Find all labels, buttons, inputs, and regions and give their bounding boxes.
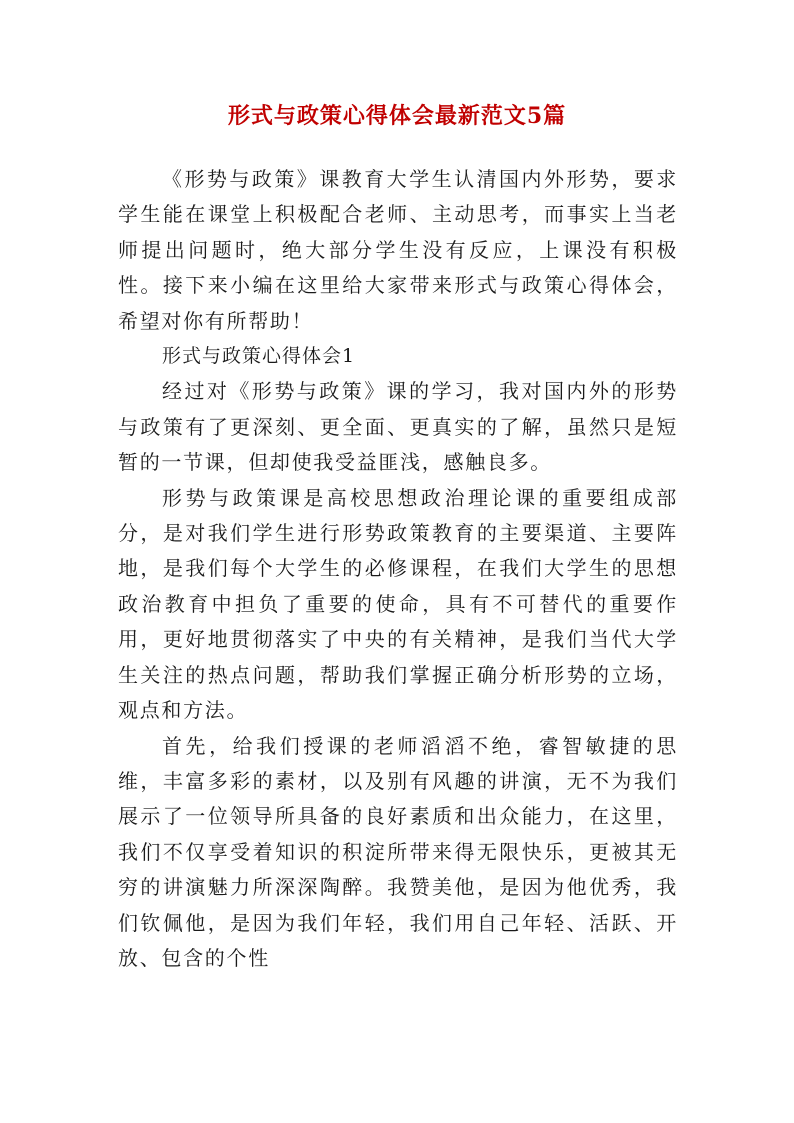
intro-paragraph: 《形势与政策》课教育大学生认清国内外形势，要求学生能在课堂上积极配合老师、主动思考，而事实上当老师提出问题时，绝大部分学生没有反应，上课没有积极性。接下来小编在这里给大家带来形式与政策心得体会，希望对你有所帮助！ <box>118 167 678 333</box>
section-heading: 形式与政策心得体会1 <box>162 345 356 368</box>
body-paragraph-2: 形势与政策课是高校思想政治理论课的重要组成部分，是对我们学生进行形势政策教育的主要渠道、主要阵地，是我们每个大学生的必修课程，在我们大学生的思想政治教育中担负了重要的使命，具有不可替代的重要作用，更好地贯彻落实了中央的有关精神，是我们当代大学生关注的热点问题，帮助我们掌握正确分析形势的立场，观点和方法。 <box>118 485 678 723</box>
document-body <box>118 162 678 976</box>
document-title: 形式与政策心得体会最新范文5篇 <box>227 103 567 129</box>
body-paragraph-1: 经过对《形势与政策》课的学习，我对国内外的形势与政策有了更深刻、更全面、更真实的了解，虽然只是短暂的一节课，但却使我受益匪浅，感触良多。 <box>118 379 678 475</box>
body-paragraph-3: 首先，给我们授课的老师滔滔不绝，睿智敏捷的思维，丰富多彩的素材，以及别有风趣的讲演，无不为我们展示了一位领导所具备的良好素质和出众能力，在这里，我们不仅享受着知识的积淀所带来得无限快乐，更被其无穷的讲演魅力所深深陶醉。我赞美他，是因为他优秀，我们钦佩他，是因为我们年轻，我们用自己年轻、活跃、开放、包含的个性 <box>118 733 678 970</box>
